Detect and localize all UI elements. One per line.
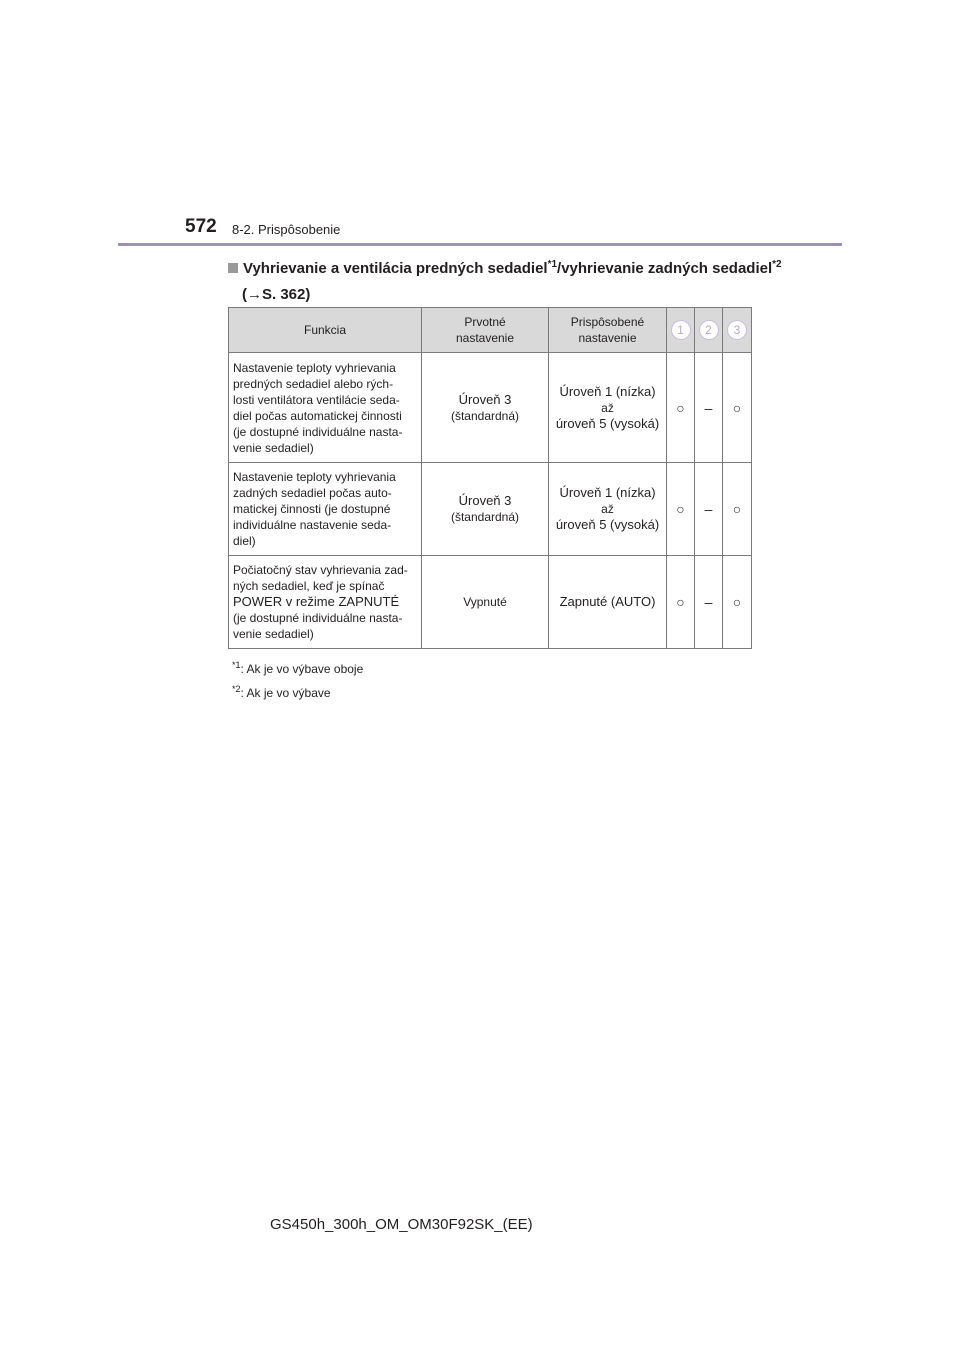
footnote-1-mark: *1 [232, 660, 241, 670]
function-line: Nastavenie teploty vyhrievania [233, 360, 396, 375]
header-col-3 [723, 308, 752, 353]
circled-number-2-icon: 2 [699, 320, 719, 340]
mark-cell: – [695, 463, 723, 556]
function-line: individuálne nastavenie seda- [233, 518, 392, 532]
mark-cell: ○ [723, 556, 752, 649]
header-default-line: Prvotné [464, 315, 506, 329]
mark-cell: ○ [667, 463, 695, 556]
custom-cell [549, 463, 667, 556]
custom-line: Úroveň 1 (nízka) [559, 485, 656, 500]
function-line: diel počas automatickej činnosti [233, 408, 402, 423]
footnote-2 [232, 684, 331, 700]
function-line: Nastavenie teploty vyhrievania [233, 470, 396, 484]
table-row [229, 463, 752, 556]
header-col-1 [667, 308, 695, 353]
mark-cell: ○ [723, 463, 752, 556]
footnote-1-text: : Ak je vo výbave oboje [240, 662, 364, 676]
footnote-mark-2: *2 [772, 259, 782, 270]
header-function: Funkcia [229, 308, 422, 353]
header-custom-line: Prispôsobené [570, 315, 645, 329]
page-number: 572 [185, 216, 217, 237]
default-line: Úroveň 3 [458, 493, 512, 508]
mark-cell: ○ [667, 556, 695, 649]
default-line: (štandardná) [450, 510, 520, 524]
function-line: venie sedadiel) [233, 627, 314, 641]
header-col-2 [695, 308, 723, 353]
custom-line: Úroveň 1 (nízka) [559, 383, 656, 399]
footnote-2-text: : Ak je vo výbave [240, 686, 331, 700]
custom-line: až [601, 400, 614, 415]
mark-cell: ○ [667, 353, 695, 463]
default-line: Úroveň 3 [458, 391, 512, 407]
table-row [229, 556, 752, 649]
function-line: losti ventilátora ventilácie seda- [233, 392, 400, 407]
footnote-mark-1: *1 [547, 259, 558, 270]
default-cell [422, 353, 549, 463]
footnote-2-mark: *2 [232, 684, 241, 694]
settings-table [228, 307, 752, 649]
custom-cell [549, 556, 667, 649]
function-cell [229, 353, 422, 463]
page-reference-link[interactable]: (→S. 362) [242, 286, 311, 303]
custom-line: Zapnuté (AUTO) [559, 594, 656, 609]
function-line: (je dostupné individuálne nasta- [233, 611, 403, 625]
table-header-row [229, 308, 752, 353]
header-divider [118, 243, 842, 246]
header-default [422, 308, 549, 353]
default-cell [422, 463, 549, 556]
footnote-1 [232, 660, 363, 676]
function-cell [229, 556, 422, 649]
document-code: GS450h_300h_OM_OM30F92SK_(EE) [270, 1216, 533, 1233]
function-line: POWER v režime ZAPNUTÉ [233, 594, 400, 609]
header-custom-line: nastavenie [578, 331, 637, 345]
heading-text-a: Vyhrievanie a ventilácia predných sedadiel [243, 260, 548, 277]
section-heading [228, 252, 782, 308]
default-line: (štandardná) [450, 408, 520, 423]
header-custom [549, 308, 667, 353]
function-line: predných sedadiel alebo rých- [233, 376, 394, 391]
section-title: 8-2. Prispôsobenie [232, 222, 341, 237]
function-line: matickej činnosti (je dostupné [233, 502, 391, 516]
function-line: Počiatočný stav vyhrievania zad- [233, 563, 408, 577]
mark-cell: – [695, 556, 723, 649]
function-line: zadných sedadiel počas auto- [233, 486, 392, 500]
function-line: (je dostupné individuálne nasta- [233, 424, 403, 439]
function-line: venie sedadiel) [233, 440, 314, 455]
square-bullet-icon [228, 263, 238, 273]
mark-cell: – [695, 353, 723, 463]
custom-line: úroveň 5 (vysoká) [555, 517, 660, 532]
function-line: ných sedadiel, keď je spínač [233, 579, 385, 593]
function-line: diel) [233, 534, 256, 548]
custom-line: úroveň 5 (vysoká) [555, 415, 660, 431]
custom-line: až [601, 502, 614, 516]
default-line: Vypnuté [463, 595, 507, 609]
circled-number-3-icon: 3 [727, 320, 747, 340]
default-cell [422, 556, 549, 649]
mark-cell: ○ [723, 353, 752, 463]
function-cell [229, 463, 422, 556]
header-default-line: nastavenie [455, 331, 515, 345]
heading-text-b: /vyhrievanie zadných sedadiel [557, 260, 773, 277]
table-row [229, 353, 752, 463]
circled-number-1-icon: 1 [671, 320, 691, 340]
custom-cell [549, 353, 667, 463]
